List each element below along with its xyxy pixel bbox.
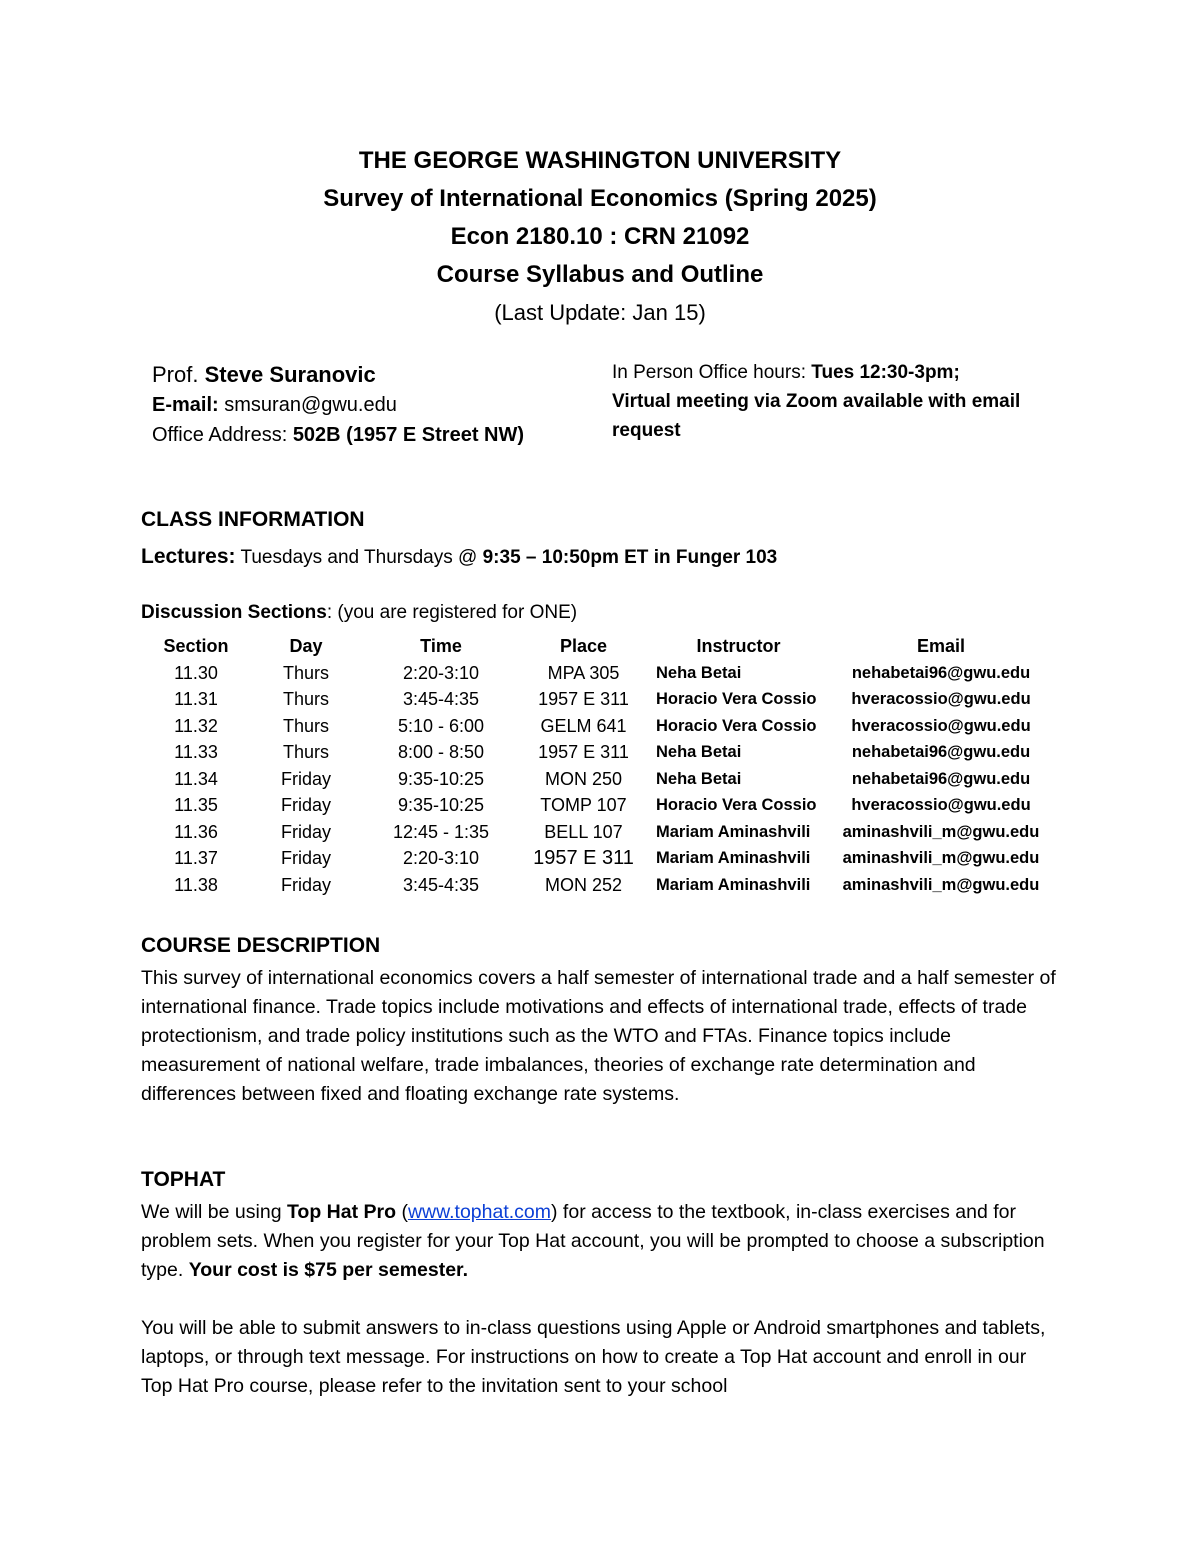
hours-value: Tues 12:30-3pm; — [811, 362, 960, 383]
cell-place: GELM 641 — [540, 715, 627, 736]
cell-instructor: Neha Betai — [656, 743, 742, 762]
cell-section: 11.32 — [174, 715, 218, 736]
cell-day: Friday — [280, 795, 331, 816]
table-row — [141, 687, 1051, 714]
cell-instructor: Horacio Vera Cossio — [656, 690, 817, 709]
cell-place: 1957 E 311 — [538, 742, 629, 763]
office-line — [152, 420, 524, 450]
tophat-p1-intro: We will be using — [141, 1201, 287, 1223]
table-row — [141, 713, 1051, 740]
cell-email: nehabetai96@gwu.edu — [851, 769, 1031, 788]
instructor-contact — [152, 360, 524, 450]
cell-section: 11.34 — [174, 768, 218, 789]
cell-place: TOMP 107 — [540, 795, 627, 816]
cell-email: hveracossio@gwu.edu — [851, 796, 1031, 815]
cell-time: 2:20-3:10 — [402, 662, 480, 683]
cell-day: Thurs — [282, 742, 329, 763]
col-header-place: Place — [559, 635, 608, 656]
table-row — [141, 793, 1051, 820]
cell-email: hveracossio@gwu.edu — [851, 690, 1031, 709]
cell-time: 12:45 - 1:35 — [392, 821, 490, 842]
cell-section: 11.30 — [174, 662, 218, 683]
cell-email: hveracossio@gwu.edu — [851, 716, 1031, 735]
discussion-line — [141, 602, 577, 624]
cell-instructor: Neha Betai — [656, 663, 742, 682]
cell-email: nehabetai96@gwu.edu — [851, 743, 1031, 762]
office-label: Office Address: — [152, 424, 293, 446]
col-header-day: Day — [289, 635, 323, 656]
col-header-instructor: Instructor — [696, 635, 781, 656]
table-row — [141, 660, 1051, 687]
table-row — [141, 872, 1051, 899]
office-address: 502B (1957 E Street NW) — [292, 424, 525, 446]
cell-time: 3:45-4:35 — [402, 689, 480, 710]
discussion-label: Discussion Sections — [141, 602, 327, 623]
cell-time: 9:35-10:25 — [397, 795, 485, 816]
cell-section: 11.33 — [174, 742, 218, 763]
cell-instructor: Neha Betai — [656, 769, 742, 788]
university-name: THE GEORGE WASHINGTON UNIVERSITY — [358, 147, 842, 174]
email-line — [152, 390, 524, 420]
course-description-heading: COURSE DESCRIPTION — [141, 934, 381, 957]
cell-email: aminashvili_m@gwu.edu — [842, 822, 1040, 841]
hours-line — [612, 358, 1032, 387]
table-row — [141, 766, 1051, 793]
cell-instructor: Mariam Aminashvili — [656, 849, 811, 868]
prof-name: Steve Suranovic — [204, 362, 376, 387]
table-header-row — [141, 632, 1051, 660]
tophat-paragraph-1 — [141, 1198, 1061, 1285]
table-row — [141, 846, 1051, 873]
discussion-note: : (you are registered for ONE) — [326, 602, 578, 623]
last-update: (Last Update: Jan 15) — [494, 300, 706, 325]
tophat-p1-body: ) for access to the textbook, in-class exercises and for problem sets. When you register for your Top Hat account, you will be prompted to choose a subscription type. — [141, 1201, 1045, 1281]
email-label: E-mail: — [152, 394, 225, 416]
cell-instructor: Horacio Vera Cossio — [656, 796, 817, 815]
cell-instructor: Mariam Aminashvili — [656, 875, 811, 894]
course-code: Econ 2180.10 : CRN 21092 — [450, 223, 750, 250]
course-description-text: This survey of international economics covers a half semester of international trade and a half semester of international finance. Trade topics include motivations and effects of international trade, effects of trade protectionism, and trade policy institutions such as the WTO and FTAs. Finance topics include measurement of national welfare, trade imbalances, theories of exchange rate determination and differences between fixed and floating exchange rate systems. — [141, 967, 1056, 1105]
course-title: Survey of International Economics (Spring 2025) — [323, 185, 877, 212]
discussion-sections-table — [141, 632, 1051, 899]
cell-time: 2:20-3:10 — [402, 848, 480, 869]
cell-place: 1957 E 311 — [538, 689, 629, 710]
col-header-section: Section — [163, 635, 229, 656]
cell-place: MON 252 — [544, 874, 623, 895]
lectures-days: Tuesdays and Thursdays @ — [235, 547, 483, 568]
table-row — [141, 740, 1051, 767]
cell-email: aminashvili_m@gwu.edu — [842, 875, 1040, 894]
cell-instructor: Mariam Aminashvili — [656, 822, 811, 841]
cell-place: MPA 305 — [547, 662, 620, 683]
cell-section: 11.36 — [174, 821, 218, 842]
tophat-link[interactable]: www.tophat.com — [407, 1201, 552, 1223]
office-hours — [612, 358, 1032, 445]
cell-day: Friday — [280, 848, 331, 869]
document-title: Course Syllabus and Outline — [436, 261, 764, 288]
cell-email: nehabetai96@gwu.edu — [851, 663, 1031, 682]
lectures-label: Lectures: — [141, 545, 236, 568]
lectures-time: 9:35 – 10:50pm ET in Funger 103 — [482, 547, 778, 568]
title-block — [0, 142, 1200, 332]
cell-instructor: Horacio Vera Cossio — [656, 716, 817, 735]
cell-day: Friday — [280, 768, 331, 789]
cell-place: BELL 107 — [544, 821, 623, 842]
class-info-heading: CLASS INFORMATION — [141, 508, 365, 531]
lectures-line — [141, 545, 777, 569]
cell-time: 5:10 - 6:00 — [397, 715, 485, 736]
cell-section: 11.37 — [174, 848, 218, 869]
cell-email: aminashvili_m@gwu.edu — [842, 849, 1040, 868]
cell-section: 11.35 — [174, 795, 218, 816]
cell-day: Thurs — [282, 689, 329, 710]
professor-line — [152, 360, 524, 390]
tophat-p1-paren: ( — [396, 1201, 408, 1223]
cell-time: 3:45-4:35 — [402, 874, 480, 895]
cell-day: Thurs — [282, 715, 329, 736]
cell-day: Thurs — [282, 662, 329, 683]
cell-place: 1957 E 311 — [533, 847, 634, 870]
cell-section: 11.38 — [174, 874, 218, 895]
cell-day: Friday — [280, 821, 331, 842]
prof-email[interactable]: smsuran@gwu.edu — [224, 394, 397, 416]
col-header-time: Time — [420, 635, 462, 656]
col-header-email: Email — [916, 635, 966, 656]
cell-time: 8:00 - 8:50 — [397, 742, 485, 763]
cell-time: 9:35-10:25 — [397, 768, 485, 789]
tophat-cost: Your cost is $75 per semester. — [188, 1259, 468, 1281]
cell-section: 11.31 — [174, 689, 218, 710]
hours-label: In Person Office hours: — [612, 362, 812, 383]
prof-prefix: Prof. — [152, 362, 205, 387]
virtual-meeting: Virtual meeting via Zoom available with email request — [612, 391, 1021, 441]
table-row — [141, 819, 1051, 846]
tophat-brand: Top Hat Pro — [286, 1201, 397, 1223]
cell-day: Friday — [280, 874, 331, 895]
tophat-heading: TOPHAT — [141, 1168, 226, 1191]
tophat-paragraph-2: You will be able to submit answers to in-class questions using Apple or Android smartphones and tablets, laptops, or through text message. For instructions on how to create a Top Hat account and enroll in our Top Hat Pro course, please refer to the invitation sent to your school — [141, 1317, 1046, 1397]
cell-place: MON 250 — [544, 768, 623, 789]
